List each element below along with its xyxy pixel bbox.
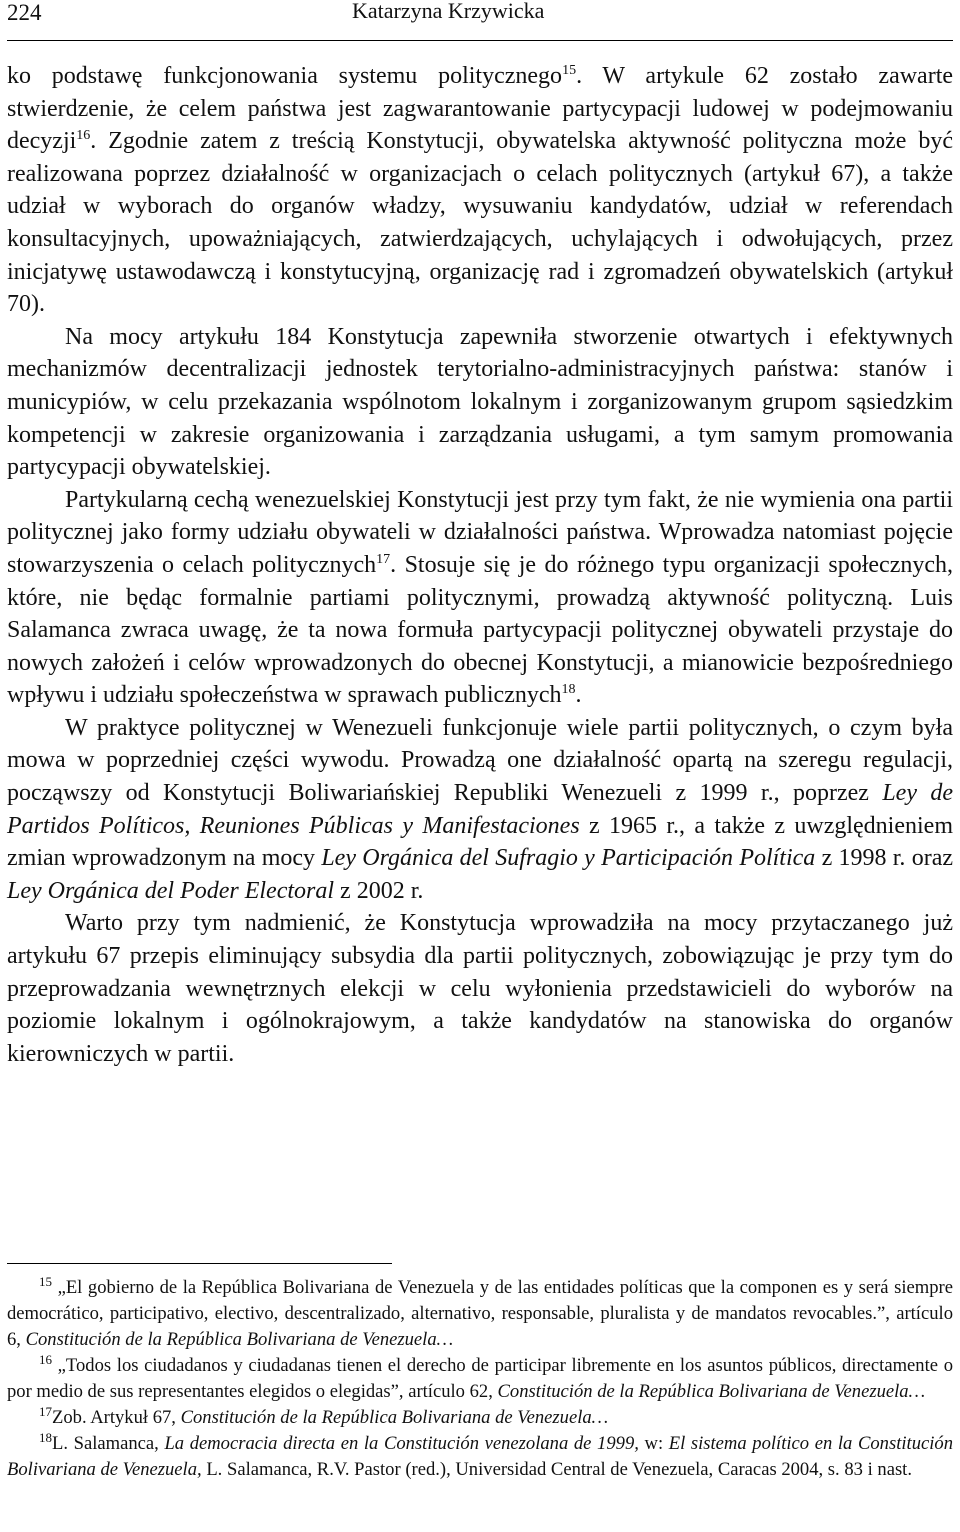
main-text (7, 60, 953, 1070)
footnotes (7, 1275, 953, 1483)
footnote-15: $^{15}$ „El gobierno de la República Bolivariana de Venezuela y de las entidades políticas que la componen es y será siempre democrático, participativo, electivo, descentralizado, alternativo, responsable, pluralista y de mandatos revocables.”, artículo 6, Constitución de la República Bolivariana de Venezuela… (7, 1274, 953, 1350)
paragraph-4: W praktyce politycznej w Wenezueli funkcjonuje wiele partii politycznych, o czym była mowa w poprzedniej części wywodu. Prowadzą one działalność opartą na szeregu regulacji, począwszy od Konstytucji Boliwariańskiej Republiki Wenezueli z 1999 r., poprzez Ley de Partidos Políticos, Reuniones Públicas y Manifestaciones z 1965 r., a także z uwzględnieniem zmian wprowadzonym na mocy Ley Orgánica del Sufragio y Participación Política z 1998 r. oraz Ley Orgánica del Poder Electoral z 2002 r. (7, 714, 954, 904)
footnote-number: 17 (39, 1404, 52, 1419)
page-header (7, 0, 953, 41)
footnote-ref-15[interactable]: 15 (562, 63, 577, 78)
footnote-16: $^{16}$ „Todos los ciudadanos y ciudadanas tienen el derecho de participar libremente en los asuntos públicos, directamente o por medio de sus representantes elegidos o elegidas”, artículo 62, Constitución de la República Bolivariana de Venezuela… (7, 1352, 953, 1402)
footnote-18: $^{18}$L. Salamanca, La democracia directa en la Constitución venezolana de 1999, w: El sistema político en la Constitución Bolivariana de Venezuela, L. Salamanca, R.V. Pastor (red.), Universidad Central de Venezuela, Caracas 2004, s. 83 i nast. (7, 1430, 954, 1480)
law-title-3: Ley Orgánica del Poder Electoral (7, 877, 335, 904)
footnote-number: 16 (39, 1352, 52, 1367)
law-title-2: Ley Orgánica del Sufragio y Participación Política (321, 845, 816, 872)
paragraph-3: Partykularną cechą wenezuelskiej Konstytucji jest przy tym fakt, że nie wymienia ona partii politycznej jako formy udziału obywateli w działalności państwa. Wprowadza natomiast pojęcie stowarzyszenia o celach politycznych$^{17}$. Stosuje się je do różnego typu organizacji społecznych, które, nie będąc formalnie partiami politycznymi, prowadzą aktywność polityczną. Luis Salamanca zwraca uwagę, że ta nowa formuła partycypacji politycznej obywateli przystaje do nowych założeń i celów wprowadzonych do obecnej Konstytucji, a mianowicie bezpośredniego wpływu i udziału społeczeństwa w sprawach publicznych$^{18}$. (7, 486, 953, 709)
footnote-17: $^{17}$Zob. Artykuł 67, Constitución de la República Bolivariana de Venezuela… (39, 1404, 609, 1428)
law-title-1: Ley de Partidos Políticos, Reuniones Públicas y Manifestaciones (7, 780, 954, 839)
page-number: 224 (7, 0, 42, 25)
footnote-ref-18[interactable]: 18 (561, 682, 576, 698)
footnote-number: 15 (39, 1274, 52, 1289)
footnote-ref-17[interactable]: 17 (376, 551, 391, 567)
footnote-ref-16[interactable]: 16 (76, 128, 91, 144)
paragraph-2: Na mocy artykułu 184 Konstytucja zapewniła stworzenie otwartych i efektywnych mechanizmów decentralizacji jednostek terytorialno-administracyjnych państwa: stanów i municypiów, w celu przekazania wspólnotom lokalnym i zorganizowanym grupom sąsiedzkim kompetencji w zakresie organizowania i zarządzania usługami, a tym samym promowania partycypacji obywatelskiej. (7, 323, 953, 481)
paragraph-5: Warto przy tym nadmienić, że Konstytucja wprowadziła na mocy przytaczanego już artykułu 67 przepis eliminujący subsydia dla partii politycznych, zobowiązując je przy tym do przeprowadzania wewnętrznych elekcji w celu wyłonienia przedstawicieli do wyborów na poziomie lokalnym i ogólnokrajowym, a także kandydatów na stanowiska do organów kierowniczych w partii. (7, 910, 953, 1067)
running-head-author: Katarzyna Krzywicka (352, 0, 545, 23)
footnote-number: 18 (39, 1430, 52, 1445)
paragraph-1: ko podstawę funkcjonowania systemu politycznego$^{15}$. W artykule 62 zostało zawarte stwierdzenie, że celem państwa jest zagwarantowanie partycypacji ludowej w podejmowaniu decyzji$^{16}$. Zgodnie zatem z treścią Konstytucji, obywatelska aktywność polityczna może być realizowana poprzez działalność w organizacjach o celach politycznych (artykuł 67), a także udział w wyborach do organów władzy, wysuwaniu kandydatów, udział w referendach konsultacyjnych, upoważniających, zatwierdzających, uchylających i odwołujących, przez inicjatywę ustawodawczą i konstytucyjną, organizację rad i zgromadzeń obywatelskich (artykuł 70). (7, 63, 954, 318)
footnote-separator (7, 1263, 392, 1264)
